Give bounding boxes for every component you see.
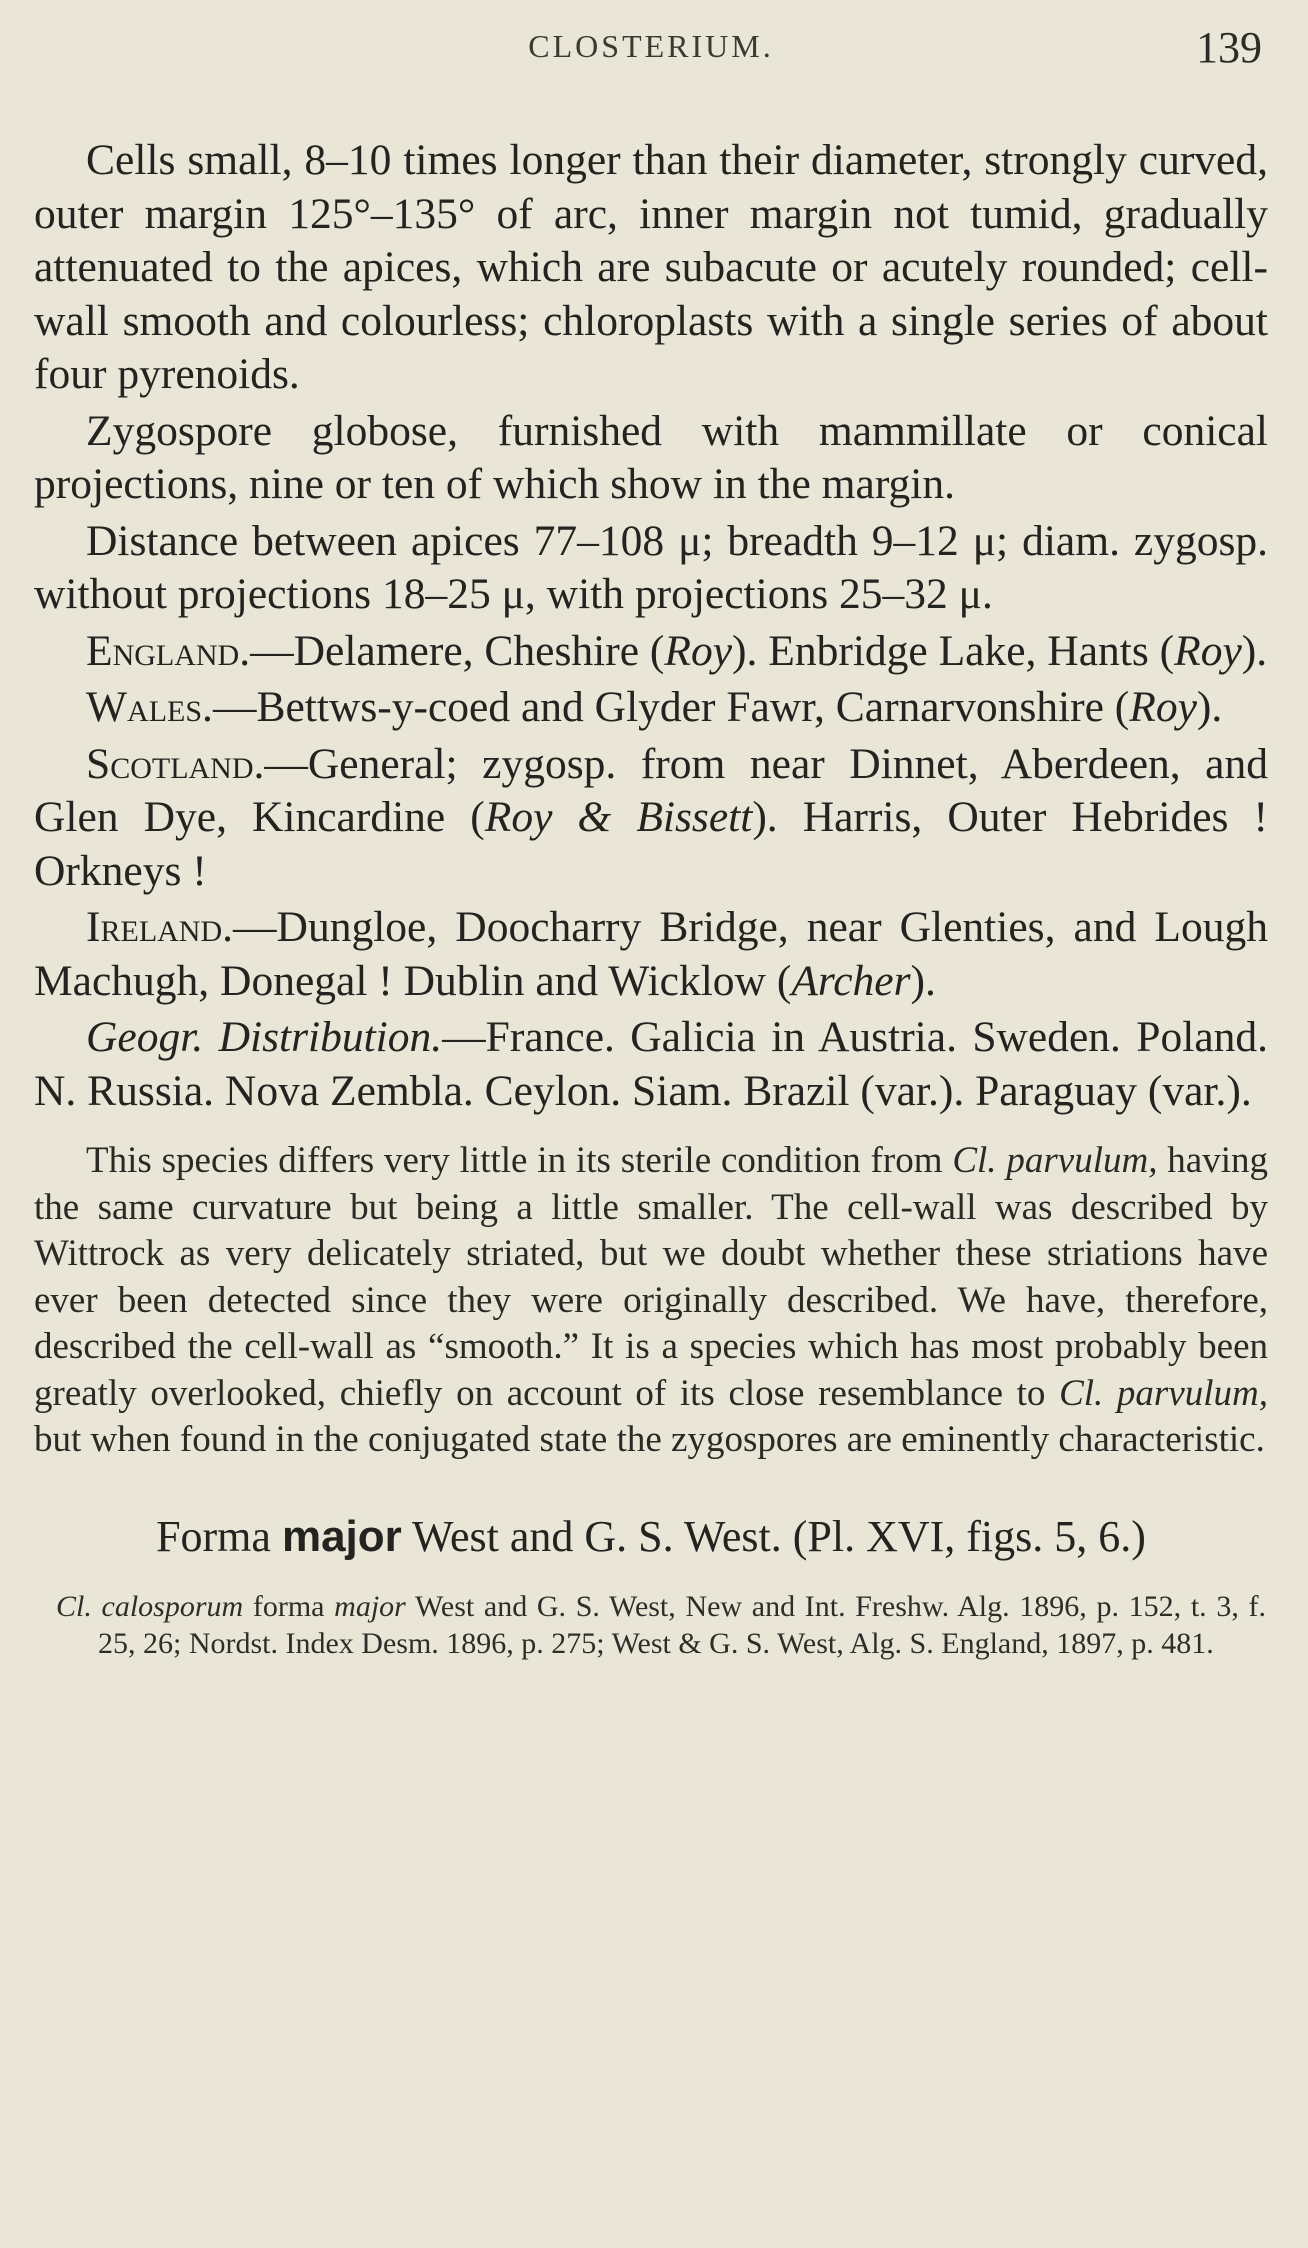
country-label: Scotland. — [86, 739, 265, 788]
remarks-text: but when found in the conjugated state the zygospores are eminently characteristic. — [34, 1419, 1265, 1460]
remarks-text: having the same curvature but being a little smaller. The cell-wall was described by Wittrock as very delicately striated, but we doubt whether these striations have ever been detected since they were originally described. We have, therefore, described the cell-wall as “smooth.” It is a species which has most probably been greatly overlooked, chiefly on account of its close resemblance to — [34, 1140, 1268, 1414]
species-name: Cl. parvulum, — [1059, 1372, 1268, 1414]
locality-text: ). Harris, Outer Hebrides ! Orkneys ! — [34, 793, 1268, 895]
remarks — [34, 1138, 1268, 1464]
collector-name: Archer — [791, 956, 911, 1005]
locality-text: —Dungloe, Doocharry Bridge, near Glenties, and Lough Machugh, Donegal ! Dublin and Wicklow ( — [34, 903, 1268, 1005]
country-label: England. — [86, 626, 251, 675]
collector-name: Roy — [1174, 626, 1242, 675]
zygospore-description: Zygospore globose, furnished with mammillate or conical projections, nine or ten of which show in the margin. — [34, 406, 1268, 508]
species-name: Cl. calosporum — [56, 1589, 244, 1623]
collector-name: Roy — [664, 626, 733, 675]
cell-description: Cells small, 8–10 times longer than their diameter, strongly curved, outer margin 125°–135° of arc, inner margin not tumid, gradually attenuated to the apices, which are subacute or acutely rounded; cell-wall smooth and colourless; chloroplasts with a single series of about four pyrenoids. — [34, 136, 1268, 398]
locality-scotland — [34, 738, 1268, 899]
collector-name: Roy — [1129, 683, 1197, 731]
citation-text: West and G. S. West, New and Int. Freshw. Alg. 1896, p. 152, t. 3, f. 25, 26; Nordst. Index Desm. 1896, p. 275; West & G. S. West, Alg. S. England, 1897, p. 481. — [98, 1589, 1266, 1660]
locality-text: ). — [1196, 683, 1223, 731]
running-head: CLOSTERIUM. — [528, 28, 774, 64]
remarks-text: This species differs very little in its sterile condition from — [86, 1140, 953, 1181]
species-description — [34, 134, 1268, 1663]
forma-name: major — [281, 1511, 402, 1561]
collector-name: Roy & Bissett — [484, 793, 753, 841]
distribution-label: Geogr. Distribution. — [86, 1013, 443, 1061]
page-header — [34, 22, 1268, 86]
country-label: Wales. — [86, 683, 213, 731]
locality-wales — [34, 681, 1268, 735]
species-name: Cl. parvulum, — [952, 1140, 1158, 1181]
forma-suffix: West and G. S. West. (Pl. XVI, figs. 5, 6.) — [401, 1511, 1146, 1561]
locality-england — [34, 625, 1268, 679]
locality-text: ). — [910, 956, 936, 1005]
country-label: Ireland. — [86, 903, 234, 951]
locality-ireland — [34, 901, 1268, 1008]
locality-text: —Delamere, Cheshire ( — [250, 626, 665, 675]
forma-heading — [34, 1508, 1268, 1566]
citation-text: forma — [243, 1589, 335, 1623]
forma-name: major — [334, 1589, 406, 1623]
geographic-distribution — [34, 1011, 1268, 1118]
synonymy-citation — [34, 1588, 1268, 1663]
dimensions: Distance between apices 77–108 μ; breadth 9–12 μ; diam. zygosp. without projections 18–25 μ, with projections 25–32 μ. — [34, 516, 1268, 618]
locality-text: —General; zygosp. from near Dinnet, Aberdeen, and Glen Dye, Kincardine ( — [34, 739, 1268, 841]
forma-prefix: Forma — [156, 1511, 282, 1561]
locality-text: ). Enbridge Lake, Hants ( — [732, 626, 1175, 675]
page-number: 139 — [1196, 23, 1262, 72]
locality-text: —Bettws-y-coed and Glyder Fawr, Carnarvonshire ( — [212, 683, 1130, 731]
locality-text: ). — [1241, 626, 1268, 675]
distribution-text: —France. Galicia in Austria. Sweden. Poland. N. Russia. Nova Zembla. Ceylon. Siam. Brazil (var.). Paraguay (var.). — [34, 1013, 1268, 1115]
